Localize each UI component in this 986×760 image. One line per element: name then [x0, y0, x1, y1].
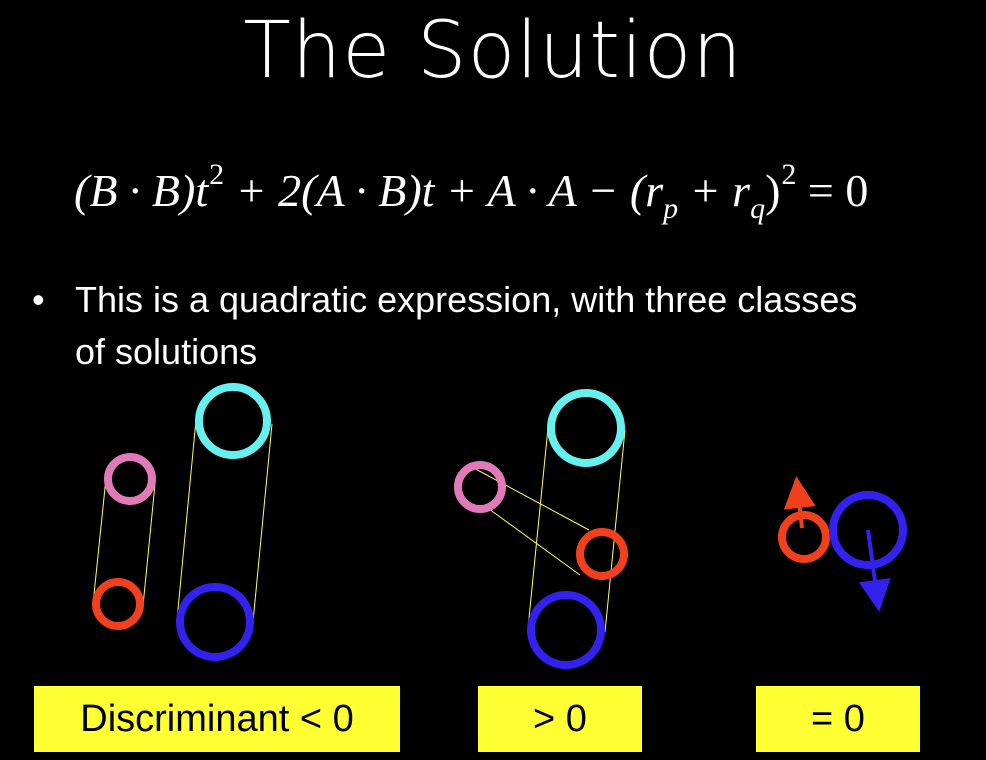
bullet-marker: •: [32, 279, 45, 320]
eq-part-1: (B · B)t: [74, 165, 209, 216]
eq-part-2: + 2(A · B)t + A · A − (r: [224, 165, 664, 216]
case-two-collisions: [458, 393, 625, 665]
case-touching: [782, 492, 903, 596]
label-discriminant-positive: > 0: [478, 686, 642, 752]
red-circle: [580, 532, 624, 576]
cyan-circle: [551, 393, 621, 463]
eq-subscript-p: p: [663, 192, 679, 225]
path-line-small-right: [143, 484, 155, 606]
red-circle: [782, 515, 826, 559]
slide-title: The Solution: [243, 6, 743, 96]
cyan-circle: [199, 387, 267, 455]
eq-part-5: = 0: [796, 165, 869, 216]
label-discriminant-negative: Discriminant < 0: [34, 686, 400, 752]
eq-exponent-1: 2: [209, 158, 225, 191]
label-discriminant-zero: = 0: [756, 686, 920, 752]
eq-exponent-2: 2: [781, 158, 797, 191]
path-line-pink-top: [470, 466, 589, 530]
eq-part-4: ): [765, 165, 781, 216]
case-no-collision: [93, 387, 272, 657]
bullet-text: This is a quadratic expression, with three classes of solutions: [75, 279, 858, 372]
blue-circle: [531, 595, 601, 665]
eq-part-3: + r: [678, 165, 751, 216]
path-line-large-right: [253, 424, 272, 622]
pink-circle: [108, 457, 152, 501]
blue-circle: [180, 587, 250, 657]
red-velocity-arrow: [798, 492, 802, 528]
red-circle: [96, 582, 140, 626]
eq-subscript-q: q: [750, 192, 766, 225]
